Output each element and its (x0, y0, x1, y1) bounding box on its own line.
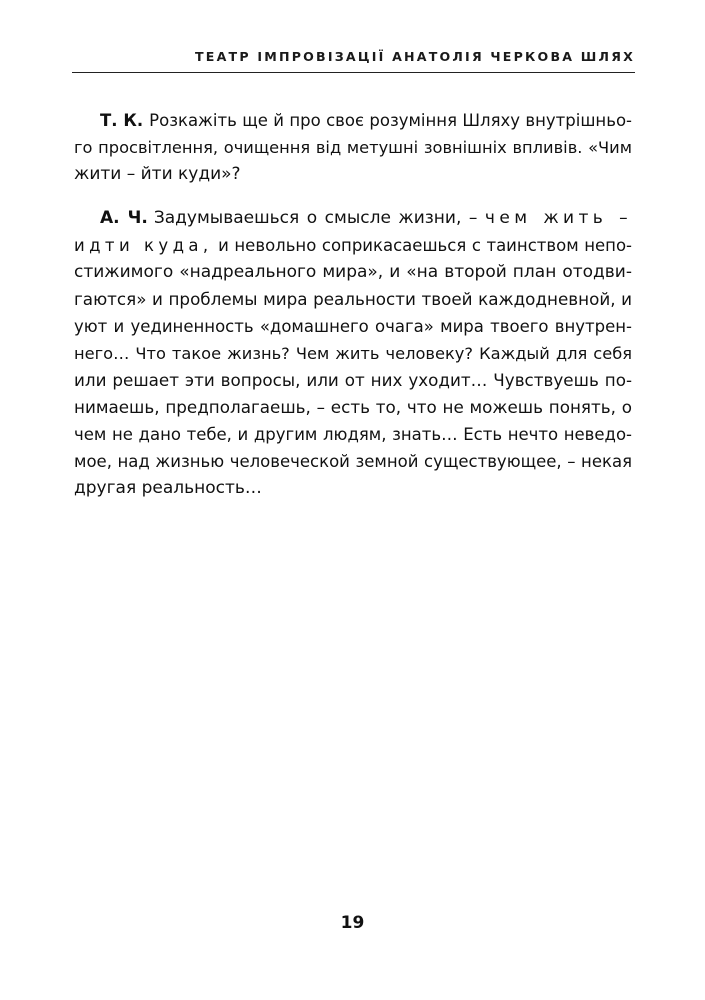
text-line: чем не дано тебе, и другим людям, знать… Есть нечто неведо- (74, 425, 632, 444)
text-line: или решает эти вопросы, или от них уходит… Чувствуешь по- (74, 370, 632, 390)
page-number: 19 (340, 913, 365, 933)
text-line (74, 232, 632, 259)
running-header-title: ТЕАТР ІМПРОВІЗАЦІЇ АНАТОЛІЯ ЧЕРКОВА ШЛЯХ (195, 49, 635, 64)
paragraph-ach (74, 205, 632, 502)
text-line: го просвітлення, очищення від метушні зовнішніх впливів. «Чим (74, 138, 632, 157)
text-line: уют и уединенность «домашнего очага» мира твоего внутрен- (74, 317, 632, 336)
text-line (74, 107, 632, 134)
text-line: гаются» и проблемы мира реальности твоей каждодневной, и (74, 289, 632, 309)
text-line (74, 205, 632, 232)
text-line: него… Что такое жизнь? Чем жить человеку? Каждый для себя (74, 344, 632, 363)
text-line-content: и невольно соприкасаешься с таинством непо- (218, 236, 632, 255)
text-line: жити – йти куди»? (74, 164, 241, 184)
text-line: мое, над жизнью человеческой земной существующее, – некая (74, 452, 632, 471)
text-line-content: Розкажіть ще й про своє розуміння Шляху внутрішньо- (149, 111, 632, 130)
text-line-content: Задумываешься о смысле жизни, – (153, 208, 478, 228)
emphasized-text: чем жить – (484, 208, 632, 228)
header-rule (72, 72, 635, 73)
text-line: нимаешь, предполагаешь, – есть то, что не можешь понять, о (74, 397, 632, 417)
text-line: стижимого «надреального мира», и «на второй план отодви- (74, 262, 632, 282)
speaker-label: А. Ч. (100, 208, 148, 228)
emphasized-text: идти куда, (74, 236, 213, 255)
speaker-label: Т. К. (100, 111, 144, 130)
paragraph-tk (74, 107, 632, 188)
text-line: другая реальность… (74, 478, 262, 498)
